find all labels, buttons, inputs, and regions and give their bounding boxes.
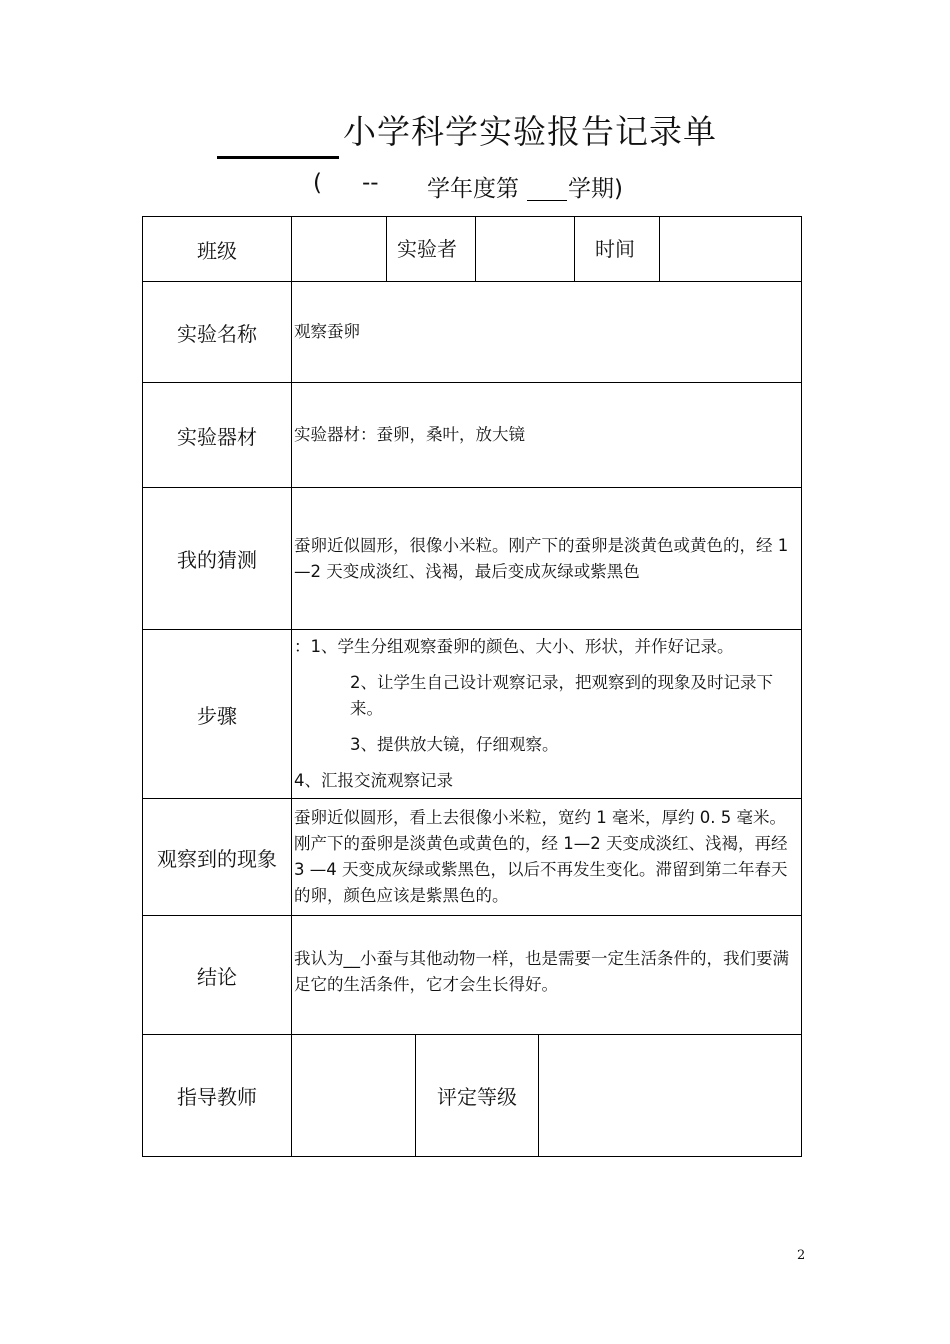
conclusion-label: 结论 bbox=[142, 915, 292, 1035]
experimenter-field[interactable] bbox=[475, 216, 575, 282]
time-label: 时间 bbox=[574, 216, 660, 282]
step-item: ：1、学生分组观察蚕卵的颜色、大小、形状，并作好记录。 bbox=[294, 637, 734, 656]
observation-value: 蚕卵近似圆形，看上去很像小米粒，宽约 1 毫米，厚约 0. 5 毫米。刚产下的蚕卵是淡黄色或黄色的，经 1—2 天变成淡红、浅褐，再经 3 —4 天变成灰绿或紫黑色，以后不再发生变化。滞留到第二年春天的卵，颜色应该是紫黑色的。 bbox=[291, 798, 802, 916]
grade-label: 评定等级 bbox=[415, 1034, 539, 1157]
teacher-label: 指导教师 bbox=[142, 1034, 292, 1157]
subtitle bbox=[0, 170, 950, 202]
report-table bbox=[142, 216, 802, 1157]
time-field[interactable] bbox=[659, 216, 802, 282]
steps-label: 步骤 bbox=[142, 629, 292, 799]
step-item: 2、让学生自己设计观察记录，把观察到的现象及时记录下来。 bbox=[350, 673, 773, 718]
subtitle-year-dash: -- bbox=[362, 170, 379, 196]
experimenter-label: 实验者 bbox=[386, 216, 476, 282]
observation-label: 观察到的现象 bbox=[142, 798, 292, 916]
materials-value: 实验器材：蚕卵，桑叶，放大镜 bbox=[291, 382, 802, 488]
step-item: 3、提供放大镜，仔细观察。 bbox=[350, 735, 559, 754]
conclusion-value: 我认为__小蚕与其他动物一样，也是需要一定生活条件的，我们要满足它的生活条件，它才会生长得好。 bbox=[291, 915, 802, 1035]
subtitle-semester: 学期) bbox=[568, 176, 623, 202]
guess-value: 蚕卵近似圆形，很像小米粒。刚产下的蚕卵是淡黄色或黄色的，经 1—2 天变成淡红、浅褐，最后变成灰绿或紫黑色 bbox=[291, 487, 802, 630]
experiment-name-label: 实验名称 bbox=[142, 281, 292, 383]
class-field[interactable] bbox=[291, 216, 387, 282]
semester-blank bbox=[527, 200, 567, 201]
teacher-field[interactable] bbox=[291, 1034, 416, 1157]
subtitle-open-paren: ( bbox=[313, 170, 322, 196]
steps-value bbox=[291, 629, 802, 799]
subtitle-school-year: 学年度第 bbox=[427, 176, 519, 202]
materials-label: 实验器材 bbox=[142, 382, 292, 488]
title-block bbox=[0, 100, 950, 160]
guess-label: 我的猜测 bbox=[142, 487, 292, 630]
grade-field[interactable] bbox=[538, 1034, 802, 1157]
page-title: 小学科学实验报告记录单 bbox=[343, 112, 717, 151]
title-underline bbox=[217, 156, 339, 159]
page-number: 2 bbox=[797, 1248, 806, 1263]
step-item: 4、汇报交流观察记录 bbox=[294, 771, 453, 790]
experiment-name-value: 观察蚕卵 bbox=[291, 281, 802, 383]
class-label: 班级 bbox=[142, 216, 292, 282]
